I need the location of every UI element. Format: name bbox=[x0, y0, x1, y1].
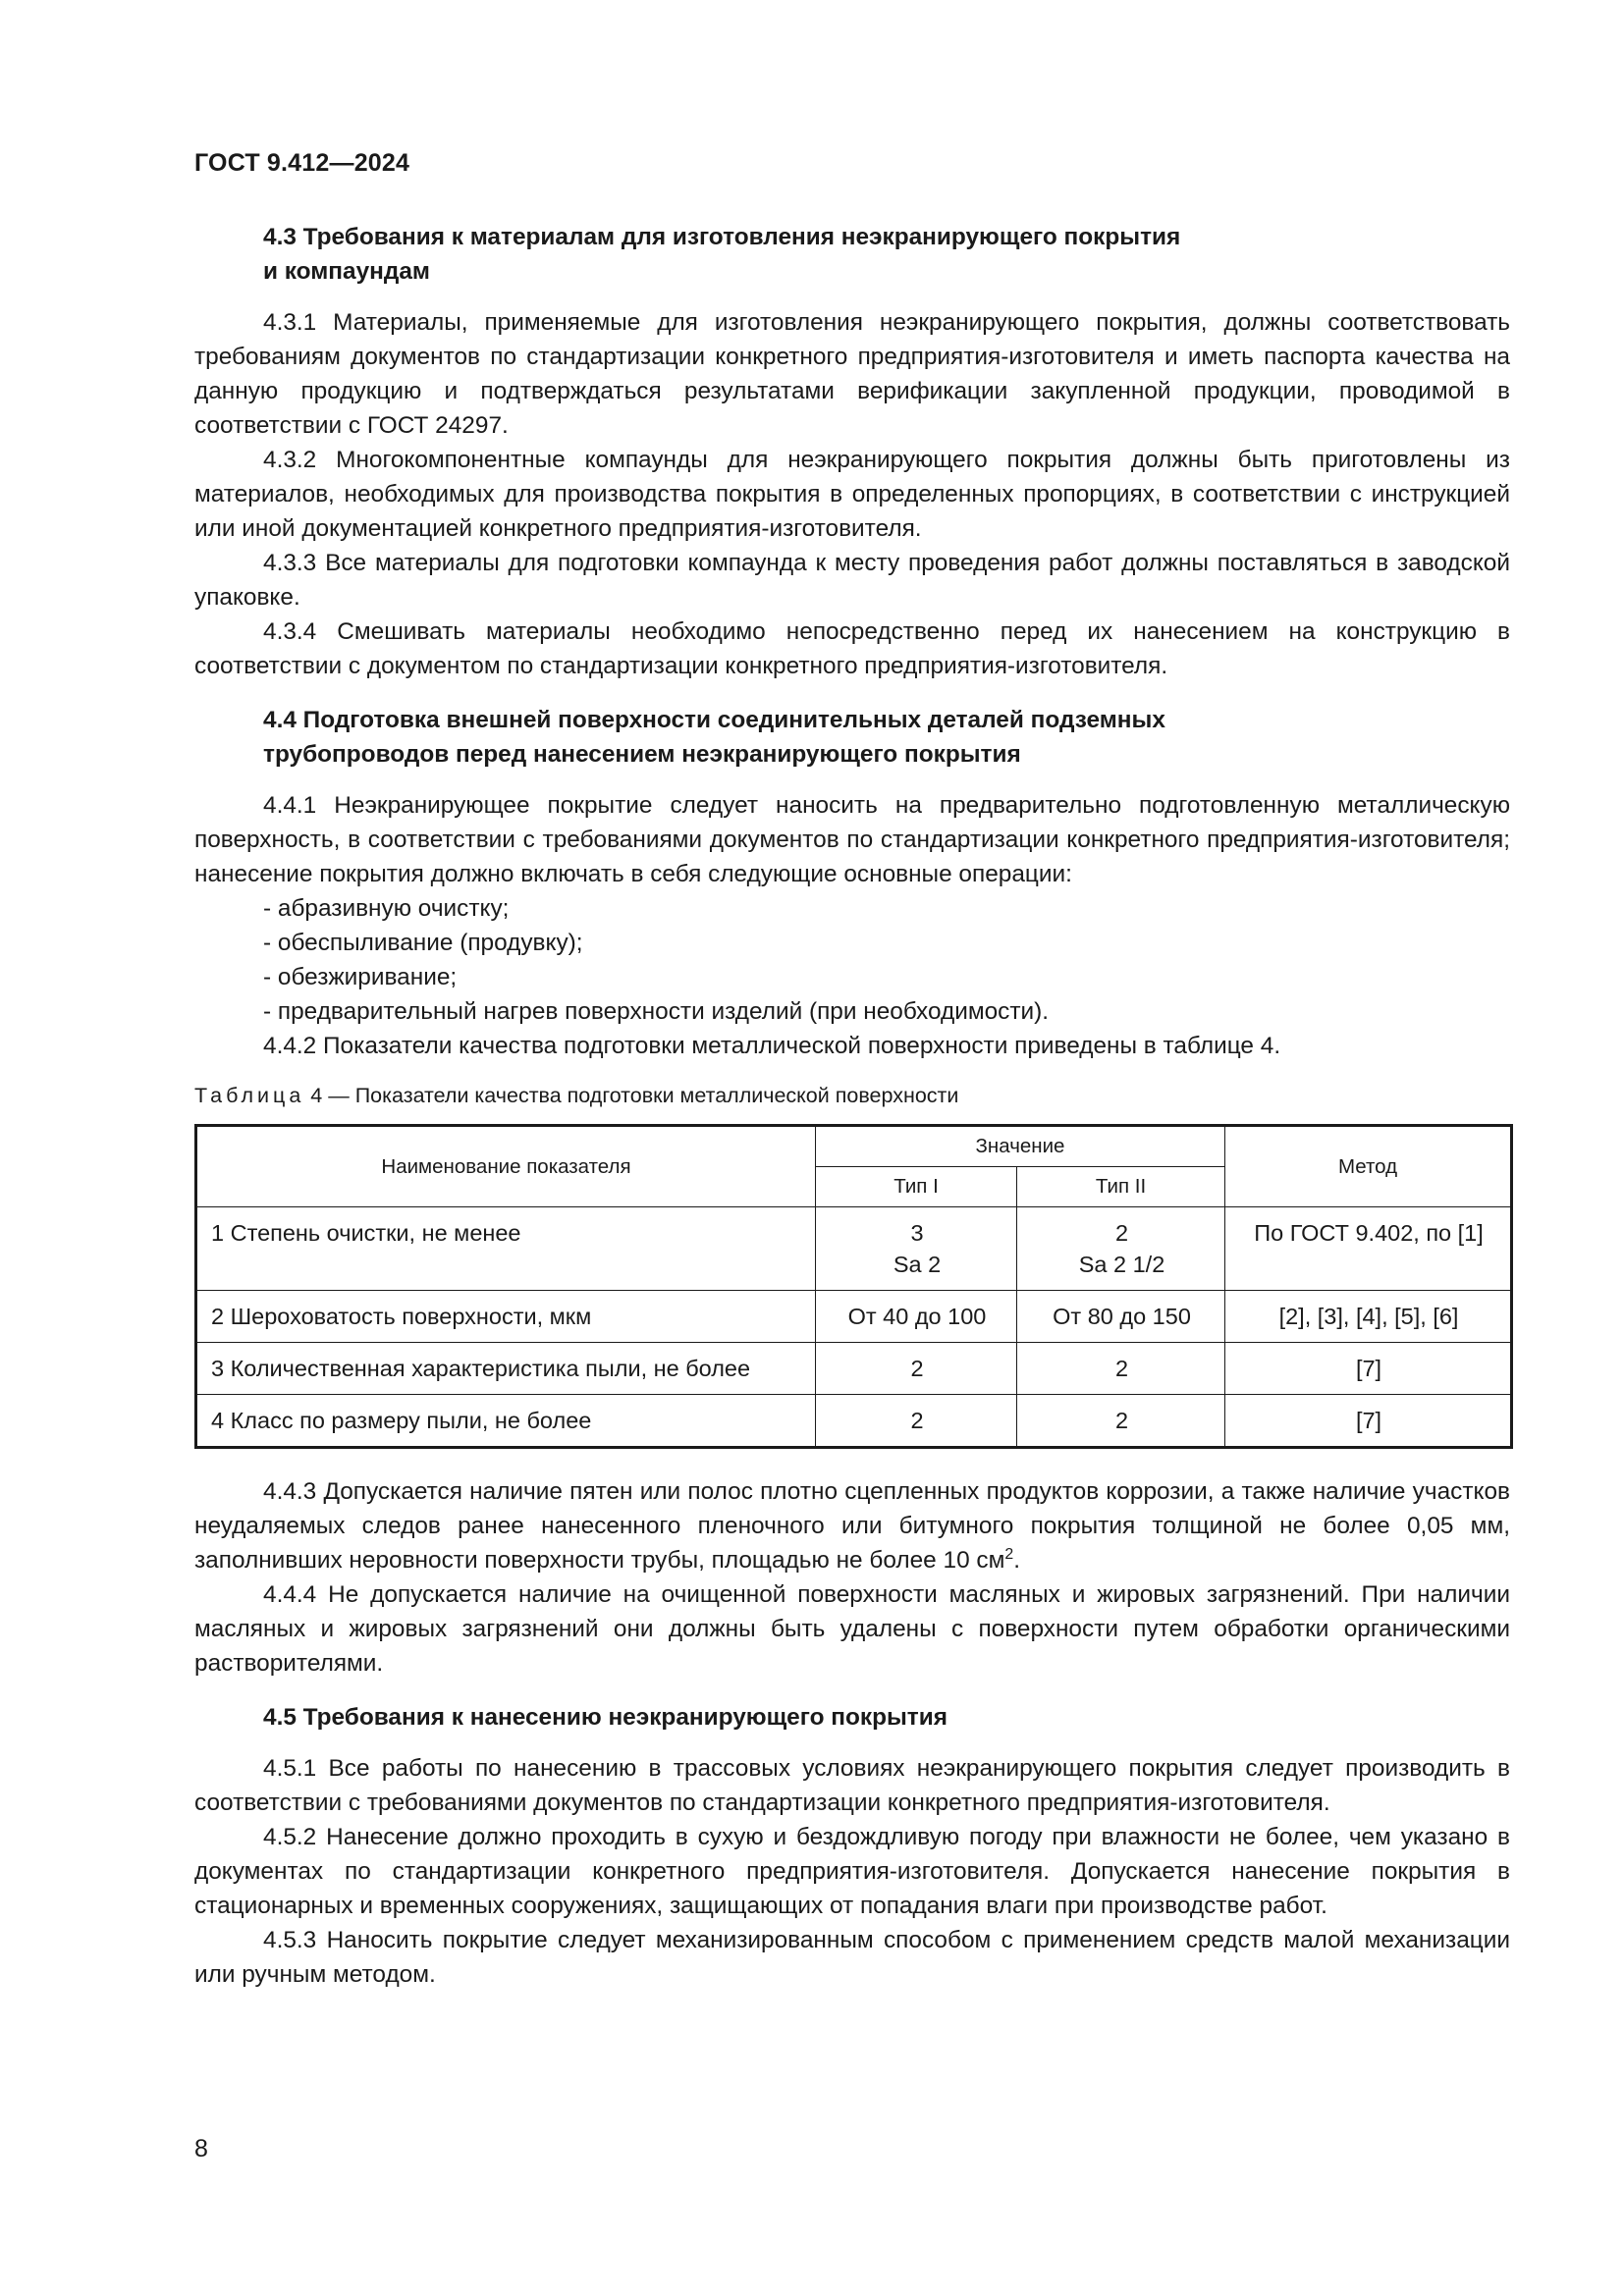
table-row bbox=[196, 1395, 1512, 1448]
document-header: ГОСТ 9.412—2024 bbox=[194, 149, 410, 177]
table-row bbox=[196, 1291, 1512, 1343]
section-4-3-title: 4.3 Требования к материалам для изготовления неэкранирующего покрытия bbox=[263, 224, 1181, 250]
document-body bbox=[194, 220, 1510, 1992]
paragraph-4-4-4: 4.4.4 Не допускается наличие на очищенной поверхности масляных и жировых загрязнений. При наличии масляных и жировых загрязнений они должны быть удалены с поверхности путем обработки органическими растворителями. bbox=[194, 1581, 1510, 1677]
table-caption bbox=[194, 1081, 1510, 1110]
row-method: [7] bbox=[1225, 1343, 1512, 1395]
paragraph-4-4-2: 4.4.2 Показатели качества подготовки металлической поверхности приведены в таблице 4. bbox=[263, 1033, 1281, 1059]
table-row bbox=[196, 1343, 1512, 1395]
table-caption-text: 4 — Показатели качества подготовки металлической поверхности bbox=[310, 1084, 959, 1107]
row-type-2-sa: Sa 2 1/2 bbox=[1078, 1252, 1165, 1277]
list-item: - абразивную очистку; bbox=[263, 895, 510, 922]
paragraph-4-4-3 bbox=[194, 1474, 1510, 1577]
header-method: Метод bbox=[1225, 1126, 1512, 1207]
list-item: - обезжиривание; bbox=[263, 964, 458, 990]
paragraph-4-3-1: 4.3.1 Материалы, применяемые для изготовления неэкранирующего покрытия, должны соответствовать требованиям документов по стандартизации конкретного предприятия-изготовителя и иметь паспорта качества на данную продукцию и подтверждаться результатами верификации закупленной продукции, проводимой в соответствии с ГОСТ 24297. bbox=[194, 309, 1510, 439]
table-caption-word: Таблица bbox=[194, 1084, 305, 1107]
row-name: 4 Класс по размеру пыли, не более bbox=[196, 1395, 816, 1448]
row-type-2: 2 bbox=[1017, 1343, 1225, 1395]
row-type-2: 2 bbox=[1017, 1395, 1225, 1448]
row-name: 3 Количественная характеристика пыли, не более bbox=[196, 1343, 816, 1395]
row-type-1-sa: Sa 2 bbox=[893, 1252, 942, 1277]
section-4-4-title-cont: трубопроводов перед нанесением неэкранирующего покрытия bbox=[263, 741, 1021, 768]
row-method: По ГОСТ 9.402, по [1] bbox=[1225, 1207, 1512, 1291]
row-type-2 bbox=[1017, 1207, 1225, 1291]
list-item: - обеспыливание (продувку); bbox=[263, 930, 583, 956]
section-4-5-title: 4.5 Требования к нанесению неэкранирующего покрытия bbox=[263, 1704, 947, 1731]
header-type-1: Тип I bbox=[816, 1167, 1017, 1207]
row-type-1: От 40 до 100 bbox=[816, 1291, 1017, 1343]
paragraph-4-5-3: 4.5.3 Наносить покрытие следует механизированным способом с применением средств малой механизации или ручным методом. bbox=[194, 1927, 1510, 1988]
paragraph-4-5-2: 4.5.2 Нанесение должно проходить в сухую и бездождливую погоду при влажности не более, чем указано в документах по стандартизации конкретного предприятия-изготовителя. Допускается нанесение покрытия в стационарных и временных сооружениях, защищающих от попадания влаги при производстве работ. bbox=[194, 1824, 1510, 1919]
list-item: - предварительный нагрев поверхности изделий (при необходимости). bbox=[263, 998, 1050, 1025]
superscript: 2 bbox=[1004, 1545, 1014, 1563]
row-type-2: От 80 до 150 bbox=[1017, 1291, 1225, 1343]
paragraph-4-5-1: 4.5.1 Все работы по нанесению в трассовых условиях неэкранирующего покрытия следует производить в соответствии с требованиями документов по стандартизации конкретного предприятия-изготовителя. bbox=[194, 1755, 1510, 1816]
row-name: 1 Степень очистки, не менее bbox=[196, 1207, 816, 1291]
paragraph-4-3-2: 4.3.2 Многокомпонентные компаунды для неэкранирующего покрытия должны быть приготовлены из материалов, необходимых для производства покрытия в определенных пропорциях, в соответствии с инструкцией или иной документацией конкретного предприятия-изготовителя. bbox=[194, 447, 1510, 542]
header-value: Значение bbox=[816, 1126, 1225, 1167]
page-number: 8 bbox=[194, 2135, 208, 2163]
row-name: 2 Шероховатость поверхности, мкм bbox=[196, 1291, 816, 1343]
paragraph-4-4-3-text: 4.4.3 Допускается наличие пятен или полос плотно сцепленных продуктов коррозии, а также наличие участков неудаляемых следов ранее нанесенного пленочного или битумного покрытия толщиной не более 0,05 мм, заполнивших неровности поверхности трубы, площадью не более 10 см bbox=[194, 1478, 1510, 1574]
row-type-1 bbox=[816, 1207, 1017, 1291]
section-4-4-title: 4.4 Подготовка внешней поверхности соединительных деталей подземных bbox=[263, 707, 1165, 733]
row-method: [7] bbox=[1225, 1395, 1512, 1448]
header-type-2: Тип II bbox=[1017, 1167, 1225, 1207]
table-row bbox=[196, 1207, 1512, 1291]
row-type-1: 2 bbox=[816, 1343, 1017, 1395]
paragraph-4-4-1: 4.4.1 Неэкранирующее покрытие следует наносить на предварительно подготовленную металлическую поверхность, в соответствии с требованиями документов по стандартизации конкретного предприятия-изготовителя; нанесение покрытия должно включать в себя следующие основные операции: bbox=[194, 792, 1510, 887]
paragraph-4-3-3: 4.3.3 Все материалы для подготовки компаунда к месту проведения работ должны поставляться в заводской упаковке. bbox=[194, 550, 1510, 611]
section-4-3-title-cont: и компаундам bbox=[263, 258, 430, 285]
row-type-1: 2 bbox=[816, 1395, 1017, 1448]
row-type-2-grade: 2 bbox=[1114, 1220, 1129, 1246]
header-name: Наименование показателя bbox=[196, 1126, 816, 1207]
row-method: [2], [3], [4], [5], [6] bbox=[1225, 1291, 1512, 1343]
paragraph-4-3-4: 4.3.4 Смешивать материалы необходимо непосредственно перед их нанесением на конструкцию в соответствии с документом по стандартизации конкретного предприятия-изготовителя. bbox=[194, 618, 1510, 679]
row-type-1-grade: 3 bbox=[910, 1220, 924, 1246]
quality-table bbox=[194, 1124, 1513, 1449]
paragraph-end: . bbox=[1013, 1547, 1020, 1574]
